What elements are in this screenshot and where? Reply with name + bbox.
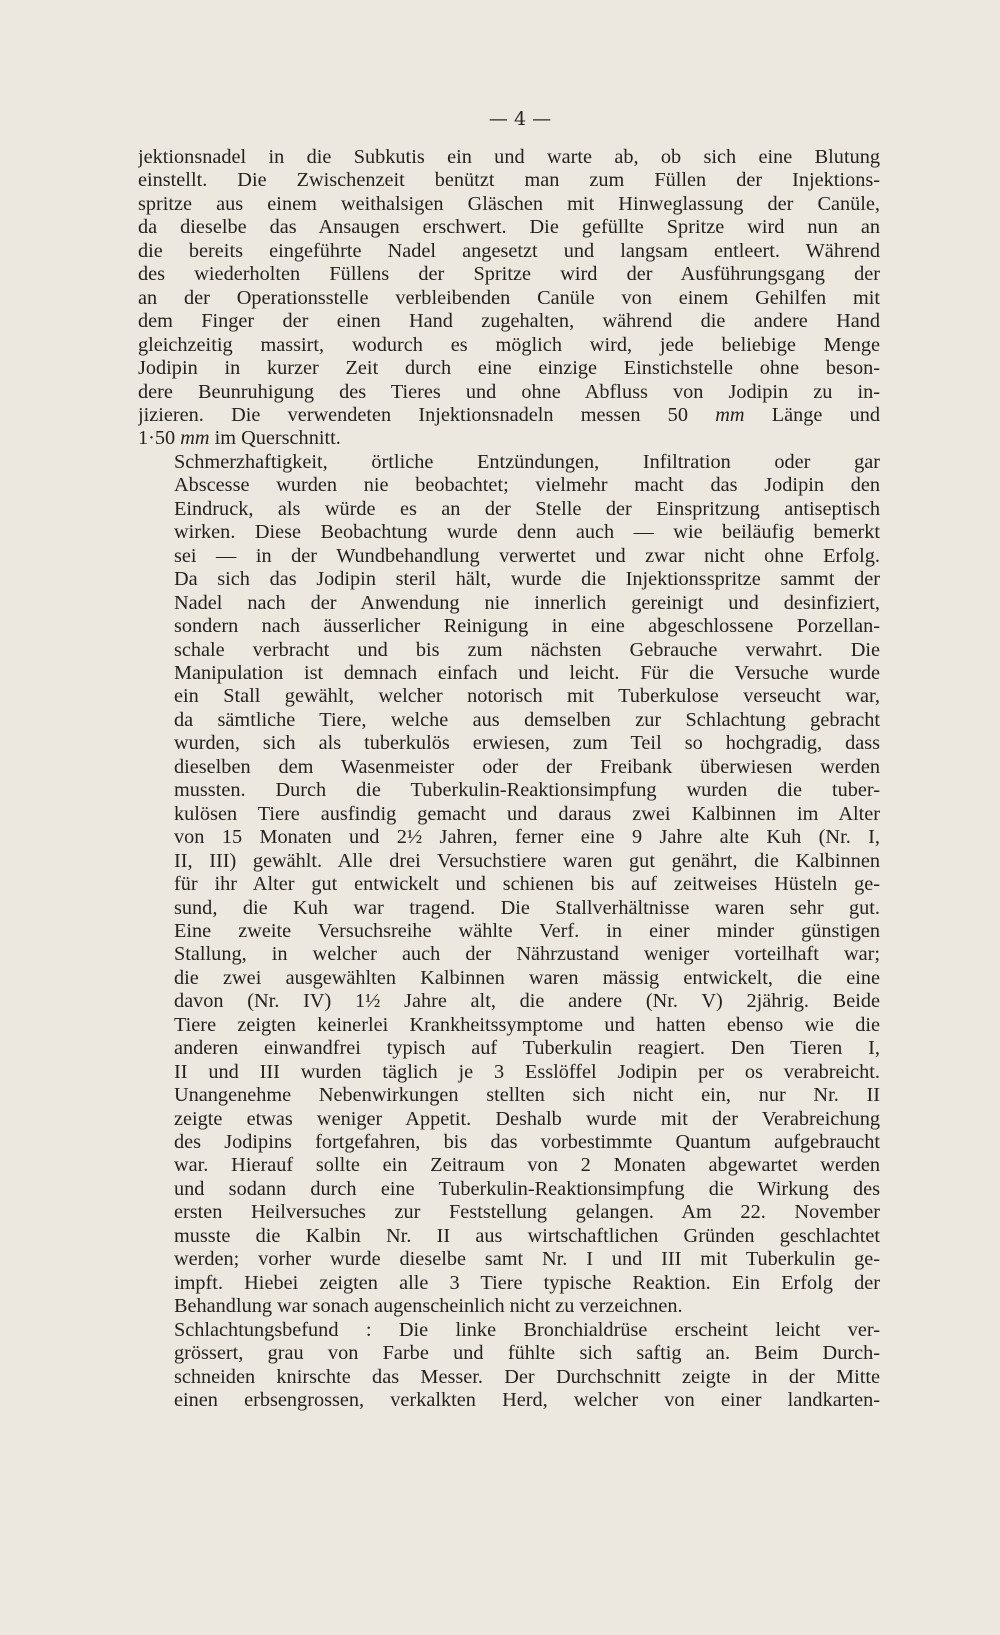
text-line: von 15 Monaten und 2½ Jahren, ferner eine 9 Jahre alte Kuh (Nr. I, — [174, 826, 880, 849]
text-line: und sodann durch eine Tuberkulin-Reaktionsimpfung die Wirkung des — [174, 1177, 880, 1200]
text-line: ein Stall gewählt, welcher notorisch mit Tuberkulose verseucht war, — [174, 685, 880, 708]
text-line: Eine zweite Versuchsreihe wählte Verf. in einer minder günstigen — [174, 919, 880, 942]
text-line: davon (Nr. IV) 1½ Jahre alt, die andere (Nr. V) 2jährig. Beide — [174, 990, 880, 1013]
text-line: 1·50 mm im Querschnitt. — [138, 427, 341, 450]
text-line: Jodipin in kurzer Zeit durch eine einzige Einstichstelle ohne beson- — [138, 357, 880, 380]
text-line: da dieselbe das Ansaugen erschwert. Die gefüllte Spritze wird nun an — [138, 216, 880, 239]
text-line: II, III) gewählt. Alle drei Versuchstiere waren gut genährt, die Kalbinnen — [174, 849, 880, 872]
text-line: da sämtliche Tiere, welche aus demselben zur Schlachtung gebracht — [174, 708, 880, 731]
text-line: impft. Hiebei zeigten alle 3 Tiere typische Reaktion. Ein Erfolg der — [174, 1271, 880, 1294]
text-line: Behandlung war sonach augenscheinlich nicht zu verzeichnen. — [174, 1295, 683, 1318]
text-line: gleichzeitig massirt, wodurch es möglich wird, jede beliebige Menge — [138, 333, 880, 356]
text-line: Unangenehme Nebenwirkungen stellten sich nicht ein, nur Nr. II — [174, 1084, 880, 1107]
text-line: jektionsnadel in die Subkutis ein und warte ab, ob sich eine Blutung — [138, 146, 880, 168]
text-line: die zwei ausgewählten Kalbinnen waren mässig entwickelt, die eine — [174, 966, 880, 989]
text-line: dieselben dem Wasenmeister oder der Freibank überwiesen werden — [174, 755, 880, 778]
paragraph-1 — [138, 146, 880, 451]
text-line: Eindruck, als würde es an der Stelle der Einspritzung antiseptisch — [174, 497, 880, 520]
text-line: mussten. Durch die Tuberkulin-Reaktionsimpfung wurden die tuber- — [174, 779, 880, 802]
text-line: Da sich das Jodipin steril hält, wurde die Injektionsspritze sammt der — [174, 568, 880, 591]
text-line: Nadel nach der Anwendung nie innerlich gereinigt und desinfiziert, — [174, 591, 880, 614]
text-line: des Jodipins fortgefahren, bis das vorbestimmte Quantum aufgebraucht — [174, 1131, 880, 1154]
text-line: für ihr Alter gut entwickelt und schienen bis auf zeitweises Hüsteln ge- — [174, 873, 880, 896]
text-line: musste die Kalbin Nr. II aus wirtschaftlichen Gründen geschlachtet — [174, 1224, 880, 1247]
text-line: dem Finger der einen Hand zugehalten, während die andere Hand — [138, 310, 880, 333]
text-line: sondern nach äusserlicher Reinigung in eine abgeschlossene Porzellan- — [174, 615, 880, 638]
paragraph-2 — [138, 451, 880, 1319]
text-line: einstellt. Die Zwischenzeit benützt man zum Füllen der Injektions- — [138, 169, 880, 192]
text-line: schale verbracht und bis zum nächsten Gebrauche verwahrt. Die — [174, 638, 880, 661]
text-line: grössert, grau von Farbe und fühlte sich saftig an. Beim Durch- — [174, 1342, 880, 1365]
text-line: anderen einwandfrei typisch auf Tuberkulin reagiert. Den Tieren I, — [174, 1037, 880, 1060]
body-text — [138, 146, 880, 1412]
text-line: wurden, sich als tuberkulös erwiesen, zum Teil so hochgradig, dass — [174, 732, 880, 755]
text-line: Schmerzhaftigkeit, örtliche Entzündungen, Infiltration oder gar — [174, 450, 880, 473]
page-number: — 4 — — [488, 108, 552, 130]
text-line: des wiederholten Füllens der Spritze wird der Ausführungsgang der — [138, 263, 880, 286]
text-line: werden; vorher wurde dieselbe samt Nr. I und III mit Tuberkulin ge- — [174, 1248, 880, 1271]
text-line: Schlachtungsbefund : Die linke Bronchialdrüse erscheint leicht ver- — [174, 1318, 880, 1341]
text-line: sei — in der Wundbehandlung verwertet und zwar nicht ohne Erfolg. — [174, 544, 880, 567]
text-line: ersten Heilversuches zur Feststellung gelangen. Am 22. November — [174, 1201, 880, 1224]
text-line: dere Beunruhigung des Tieres und ohne Abfluss von Jodipin zu in- — [138, 380, 880, 403]
text-line: sund, die Kuh war tragend. Die Stallverhältnisse waren sehr gut. — [174, 896, 880, 919]
text-line: spritze aus einem weithalsigen Gläschen mit Hinweglassung der Canüle, — [138, 192, 880, 215]
text-line: zeigte etwas weniger Appetit. Deshalb wurde mit der Verabreichung — [174, 1107, 880, 1130]
text-line: wirken. Diese Beobachtung wurde denn auch — wie beiläufig bemerkt — [174, 521, 880, 544]
text-line: Manipulation ist demnach einfach und leicht. Für die Versuche wurde — [174, 661, 880, 684]
paragraph-3 — [138, 1319, 880, 1413]
text-line: II und III wurden täglich je 3 Esslöffel Jodipin per os verabreicht. — [174, 1060, 880, 1083]
text-line: an der Operationsstelle verbleibenden Canüle von einem Gehilfen mit — [138, 286, 880, 309]
text-line: Tiere zeigten keinerlei Krankheitssymptome und hatten ebenso wie die — [174, 1013, 880, 1036]
text-line: Stallung, in welcher auch der Nährzustand weniger vorteilhaft war; — [174, 943, 880, 966]
text-line: die bereits eingeführte Nadel angesetzt und langsam entleert. Während — [138, 239, 880, 262]
text-line: jizieren. Die verwendeten Injektionsnadeln messen 50 mm Länge und — [138, 403, 880, 426]
text-line: war. Hierauf sollte ein Zeitraum von 2 Monaten abgewartet werden — [174, 1154, 880, 1177]
text-line: schneiden knirschte das Messer. Der Durchschnitt zeigte in der Mitte — [174, 1365, 880, 1388]
text-line: einen erbsengrossen, verkalkten Herd, welcher von einer landkarten- — [174, 1389, 880, 1412]
text-line: kulösen Tiere ausfindig gemacht und daraus zwei Kalbinnen im Alter — [174, 802, 880, 825]
text-line: Abscesse wurden nie beobachtet; vielmehr macht das Jodipin den — [174, 474, 880, 497]
